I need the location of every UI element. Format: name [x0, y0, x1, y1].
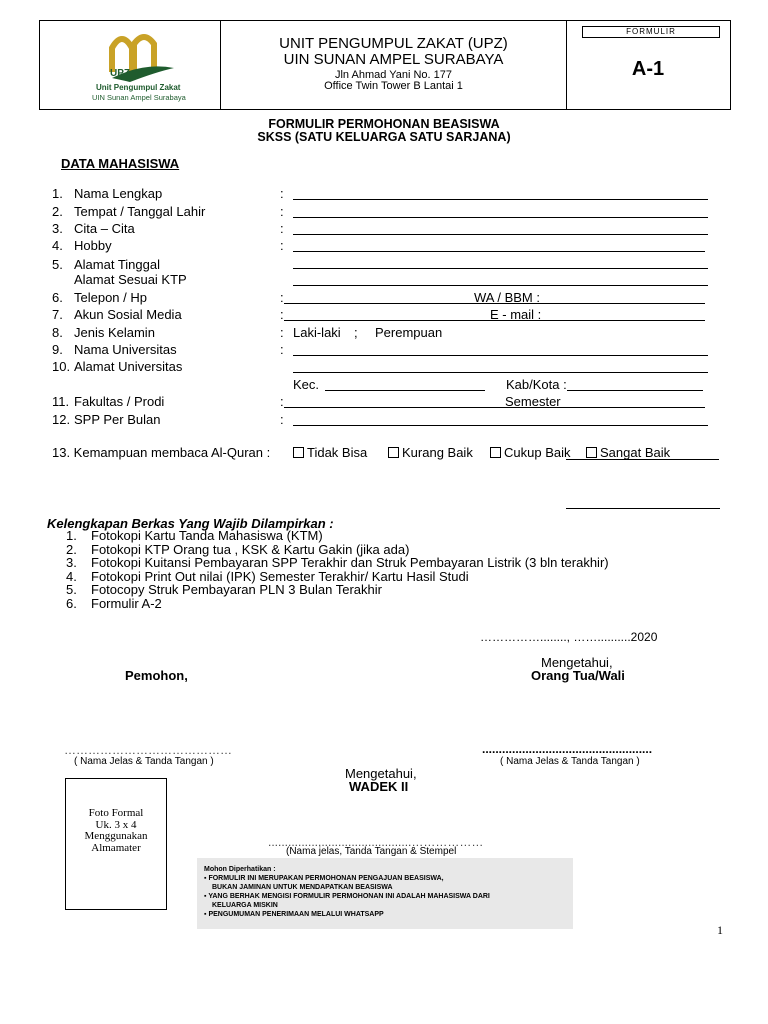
attachments-title: Kelengkapan Berkas Yang Wajib Dilampirkan : — [47, 516, 334, 531]
field-5-input-1[interactable] — [293, 268, 708, 269]
address-line-2: Office Twin Tower B Lantai 1 — [324, 80, 463, 92]
sign-dots-left[interactable]: …………………………………… — [64, 743, 232, 757]
field-7-label: Akun Sosial Media — [74, 307, 182, 322]
nama-right: ( Nama Jelas & Tanda Tangan ) — [500, 756, 640, 767]
field-3-input[interactable] — [293, 234, 708, 235]
field-7-colon: : — [280, 307, 284, 322]
field-8-num: 8. — [52, 325, 63, 340]
field-2-input[interactable] — [293, 217, 708, 218]
section-title: DATA MAHASISWA — [61, 156, 180, 171]
attachment-item: 3. Fotokopi Kuitansi Pembayaran SPP Terakhir dan Struk Pembayaran Listrik (3 bln terakhir) — [66, 555, 609, 570]
field-4-num: 4. — [52, 238, 63, 253]
field-3-colon: : — [280, 221, 284, 236]
attachment-item: 6. Formulir A-2 — [66, 595, 162, 611]
field-9-colon: : — [280, 342, 284, 357]
field-2-label: Tempat / Tanggal Lahir — [74, 204, 206, 219]
attachment-item: 5. Fotocopy Struk Pembayaran PLN 3 Bulan Terakhir — [66, 582, 382, 597]
field-12-input[interactable] — [293, 425, 708, 426]
field-12-colon: : — [280, 412, 284, 427]
quran-option-sangat-baik[interactable]: Sangat Baik — [586, 445, 670, 460]
address-line-1: Jln Ahmad Yani No. 177 — [334, 69, 452, 81]
field-1-input[interactable] — [293, 199, 708, 200]
quran-label: 13. Kemampuan membaca Al-Quran : — [52, 445, 271, 460]
notice-content: Mohon Diperhatikan : ▪ FORMULIR INI MERUPAKAN PERMOHONAN PENGAJUAN BEASISWA, BUKAN JAMINAN UNTUK MENDAPATKAN BEASISWA ▪ YANG BERHAK MENGISI FORMULIR PERMOHONAN INI ADALAH MAHASISWA DARI KELUARGA MISKIN ▪ PENGUMUMAN PENERIMAAN MELALUI WHATSAPP — [204, 866, 490, 918]
logo-caption-2: UIN Sunan Ampel Surabaya — [92, 93, 186, 102]
field-9-num: 9. — [52, 342, 63, 357]
gender-separator: ; — [354, 325, 358, 340]
kecamatan-label: Kec. — [293, 377, 320, 392]
field-5-label: Alamat Tinggal — [74, 257, 160, 272]
field-12-label: SPP Per Bulan — [74, 412, 161, 427]
extra-line — [566, 508, 720, 509]
field-12-num: 12. — [52, 412, 71, 427]
field-1-label: Nama Lengkap — [74, 186, 163, 201]
orangtua-label: Orang Tua/Wali — [531, 668, 625, 683]
kabkota-label: Kab/Kota : — [506, 377, 567, 392]
sign-dots-center[interactable]: ...........................................……………… — [268, 835, 484, 849]
quran-option-kurang-baik[interactable]: Kurang Baik — [388, 445, 473, 460]
semester-label: Semester — [505, 394, 561, 409]
field-4-colon: : — [280, 238, 284, 253]
kabkota-input[interactable] — [567, 390, 703, 391]
field-4-input[interactable] — [293, 251, 705, 252]
field-6-colon: : — [280, 290, 284, 305]
quran-underline — [566, 459, 719, 460]
field-5-input-2[interactable] — [293, 285, 708, 286]
attachment-item: 2. Fotokopi KTP Orang tua , KSK & Kartu Gakin (jika ada) — [66, 541, 410, 557]
attachment-item: 4. Fotokopi Print Out nilai (IPK) Semester Terakhir/ Kartu Hasil Studi — [66, 568, 469, 584]
field-7-num: 7. — [52, 307, 63, 322]
pemohon-label: Pemohon, — [125, 668, 188, 683]
field-5-label-2: Alamat Sesuai KTP — [74, 272, 187, 287]
nama-left: ( Nama Jelas & Tanda Tangan ) — [74, 756, 214, 767]
checkbox-icon[interactable] — [586, 447, 597, 458]
form-title: FORMULIR PERMOHONAN BEASISWA — [268, 117, 500, 131]
checkbox-icon[interactable] — [293, 447, 304, 458]
field-11-colon: : — [280, 394, 284, 409]
field-10-input[interactable] — [293, 372, 708, 373]
photo-text: Foto Formal Uk. 3 x 4 Menggunakan Almamater — [84, 807, 148, 854]
field-9-label: Nama Universitas — [74, 342, 177, 357]
quran-option-tidak-bisa[interactable]: Tidak Bisa — [293, 445, 367, 460]
mengetahui-1: Mengetahui, — [541, 655, 613, 670]
kecamatan-input[interactable] — [325, 390, 485, 391]
field-3-label: Cita – Cita — [74, 221, 135, 236]
logo-text: UPZ — [110, 68, 130, 79]
gender-option-female[interactable]: Perempuan — [375, 325, 443, 340]
field-6-num: 6. — [52, 290, 63, 305]
field-2-colon: : — [280, 204, 284, 219]
org-name-1: UNIT PENGUMPUL ZAKAT (UPZ) — [279, 35, 508, 52]
field-9-input[interactable] — [293, 355, 708, 356]
org-name-2: UIN SUNAN AMPEL SURABAYA — [283, 51, 504, 68]
form-label: FORMULIR — [626, 27, 676, 36]
attachments-list — [66, 529, 609, 610]
checkbox-icon[interactable] — [490, 447, 501, 458]
wadek-label: WADEK II — [349, 779, 409, 794]
notice-title: Mohon Diperhatikan : — [204, 866, 276, 873]
field-5-num: 5. — [52, 257, 63, 272]
field-10-label: Alamat Universitas — [74, 359, 183, 374]
quran-option-cukup-baik[interactable]: Cukup Baik — [490, 445, 570, 460]
field-3-num: 3. — [52, 221, 63, 236]
field-11-label: Fakultas / Prodi — [74, 394, 165, 409]
mengetahui-2: Mengetahui, — [345, 766, 417, 781]
page-number: 1 — [717, 923, 723, 937]
field-1-num: 1. — [52, 186, 63, 201]
field-8-colon: : — [280, 325, 284, 340]
date-line[interactable]: ……………........, ……..........2020 — [480, 630, 658, 644]
field-7-extra: E - mail : — [490, 307, 542, 322]
checkbox-icon[interactable] — [388, 447, 399, 458]
field-10-num: 10. — [52, 359, 71, 374]
field-1-colon: : — [280, 186, 284, 201]
attachment-item: 1. Fotokopi Kartu Tanda Mahasiswa (KTM) — [66, 528, 323, 543]
field-11-num: 11. — [52, 394, 70, 409]
form-subtitle: SKSS (SATU KELUARGA SATU SARJANA) — [257, 130, 511, 144]
field-6-extra: WA / BBM : — [474, 290, 540, 305]
field-11-input[interactable] — [284, 407, 705, 408]
field-6-label: Telepon / Hp — [74, 290, 147, 305]
field-8-label: Jenis Kelamin — [74, 325, 155, 340]
field-2-num: 2. — [52, 204, 63, 219]
logo-caption-1: Unit Pengumpul Zakat — [96, 83, 181, 92]
nama-center: (Nama jelas, Tanda Tangan & Stempel — [286, 846, 457, 857]
sign-dots-right[interactable]: ................................................... — [482, 742, 653, 756]
gender-option-male[interactable]: Laki-laki — [293, 325, 341, 340]
field-4-label: Hobby — [74, 238, 112, 253]
form-code: A-1 — [631, 58, 665, 80]
